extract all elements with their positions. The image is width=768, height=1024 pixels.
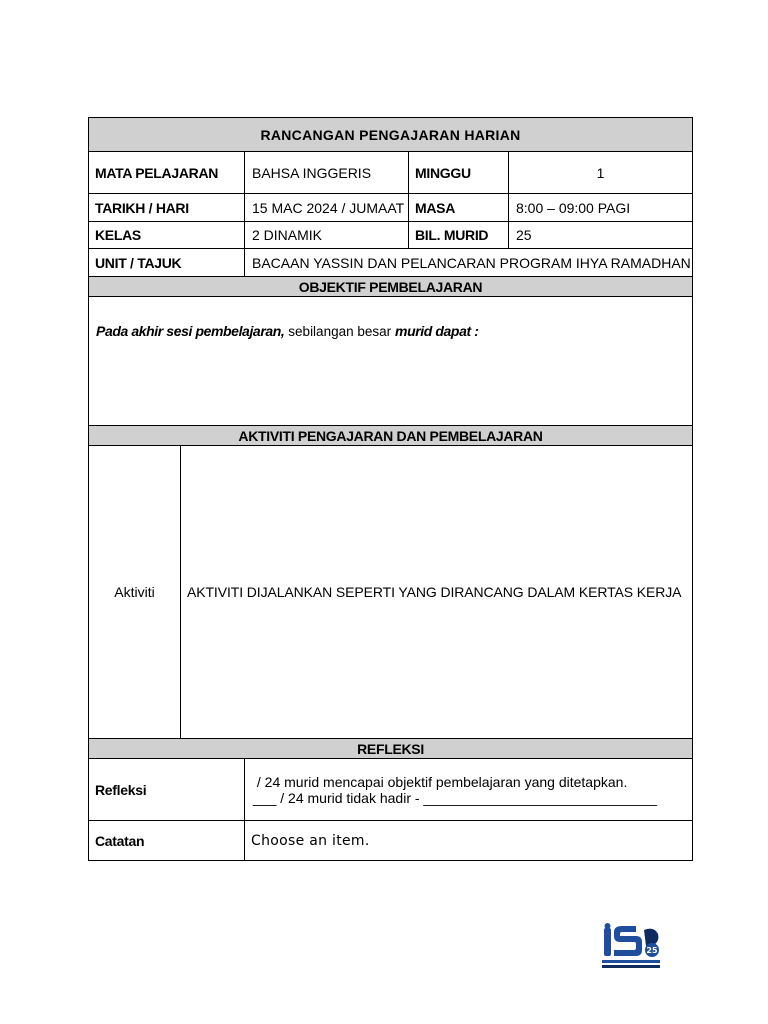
subject-value[interactable]: BAHSA INGGERIS — [245, 152, 409, 194]
student-count-label: BIL. MURID — [409, 222, 509, 249]
logo-underline-1 — [602, 960, 660, 963]
activity-content[interactable]: AKTIVITI DIJALANKAN SEPERTI YANG DIRANCANG DALAM KERTAS KERJA — [181, 446, 693, 739]
topic-value[interactable]: BACAAN YASSIN DAN PELANCARAN PROGRAM IHYA RAMADHAN — [245, 249, 693, 277]
class-value[interactable]: 2 DINAMIK — [245, 222, 409, 249]
objectives-content[interactable] — [89, 297, 693, 426]
reflection-heading: REFLEKSI — [89, 739, 693, 759]
notes-label: Catatan — [89, 821, 245, 861]
objectives-middle: sebilangan besar — [288, 324, 392, 339]
week-label: MINGGU — [409, 152, 509, 194]
logo-letter-s — [614, 926, 642, 956]
student-count-value[interactable]: 25 — [509, 222, 693, 249]
objectives-end: murid dapat : — [395, 323, 479, 339]
reflection-label: Refleksi — [89, 759, 245, 821]
logo-badge-text: 25 — [646, 946, 658, 955]
topic-label: UNIT / TAJUK — [89, 249, 245, 277]
activities-heading: AKTIVITI PENGAJARAN DAN PEMBELAJARAN — [89, 426, 693, 446]
logo-dot — [605, 923, 611, 929]
date-label: TARIKH / HARI — [89, 194, 245, 222]
time-label: MASA — [409, 194, 509, 222]
school-logo — [600, 922, 662, 972]
week-value[interactable]: 1 — [509, 152, 693, 194]
logo-underline-2 — [602, 965, 660, 968]
objectives-intro: Pada akhir sesi pembelajaran, — [96, 323, 285, 339]
subject-label: MATA PELAJARAN — [89, 152, 245, 194]
logo-bar-left — [604, 928, 611, 956]
notes-dropdown[interactable]: Choose an item. — [245, 821, 693, 861]
date-value[interactable]: 15 MAC 2024 / JUMAAT — [245, 194, 409, 222]
reflection-line-achieved: / 24 murid mencapai objektif pembelajaran yang ditetapkan. — [253, 773, 628, 790]
reflection-content[interactable] — [245, 759, 693, 821]
document-title: RANCANGAN PENGAJARAN HARIAN — [89, 118, 693, 152]
class-label: KELAS — [89, 222, 245, 249]
time-value[interactable]: 8:00 – 09:00 PAGI — [509, 194, 693, 222]
lesson-plan-table — [88, 117, 693, 861]
reflection-line-absent: ___ / 24 murid tidak hadir - ______________________________ — [253, 789, 658, 806]
objectives-heading: OBJEKTIF PEMBELAJARAN — [89, 277, 693, 297]
activity-label: Aktiviti — [89, 446, 181, 739]
